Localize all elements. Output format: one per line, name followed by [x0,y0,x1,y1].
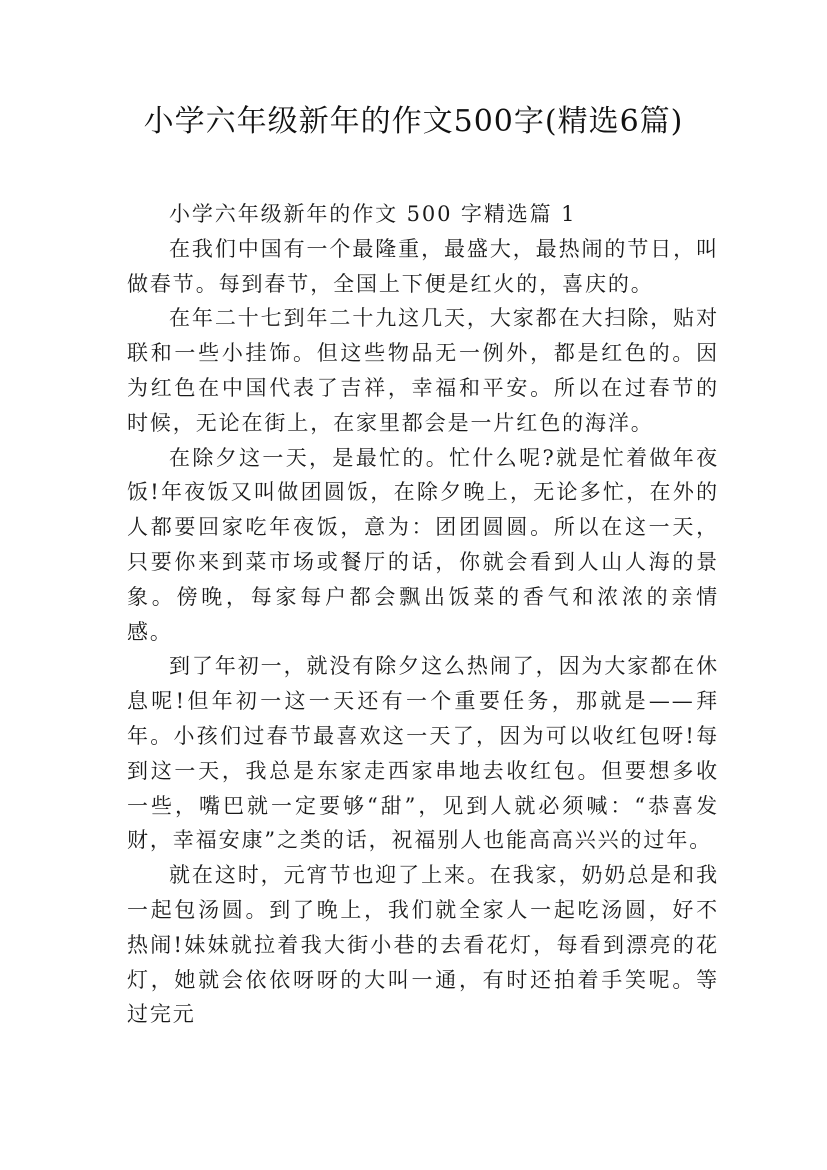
essay-body [127,197,719,1032]
section-heading: 小学六年级新年的作文 500 字精选篇 1 [169,202,577,226]
paragraph: 在除夕这一天，是最忙的。忙什么呢?就是忙着做年夜饭!年夜饭又叫做团圆饭，在除夕晚上，无论多忙，在外的人都要回家吃年夜饭，意为：团团圆圆。所以在这一天，只要你来到菜市场或餐厅的话，你就会看到人山人海的景象。傍晚，每家每户都会飘出饭菜的香气和浓浓的亲情感。 [127,445,719,644]
paragraph: 到了年初一，就没有除夕这么热闹了，因为大家都在休息呢!但年初一这一天还有一个重要任务，那就是——拜年。小孩们过春节最喜欢这一天了，因为可以收红包呀!每到这一天，我总是东家走西家串地去收红包。但要想多收一些，嘴巴就一定要够“甜”，见到人就必须喊：“恭喜发财，幸福安康”之类的话，祝福别人也能高高兴兴的过年。 [127,654,719,853]
paragraph: 在我们中国有一个最隆重，最盛大，最热闹的节日，叫做春节。每到春节，全国上下便是红火的，喜庆的。 [127,236,719,296]
document-title: 小学六年级新年的作文500字(精选6篇) [143,104,684,139]
paragraph: 在年二十七到年二十九这几天，大家都在大扫除，贴对联和一些小挂饰。但这些物品无一例外，都是红色的。因为红色在中国代表了吉祥，幸福和平安。所以在过春节的时候，无论在街上，在家里都会是一片红色的海洋。 [127,306,719,435]
paragraph: 就在这时，元宵节也迎了上来。在我家，奶奶总是和我一起包汤圆。到了晚上，我们就全家人一起吃汤圆，好不热闹!妹妹就拉着我大街小巷的去看花灯，每看到漂亮的花灯，她就会依依呀呀的大叫一通，有时还拍着手笑呢。等过完元 [127,863,719,1027]
